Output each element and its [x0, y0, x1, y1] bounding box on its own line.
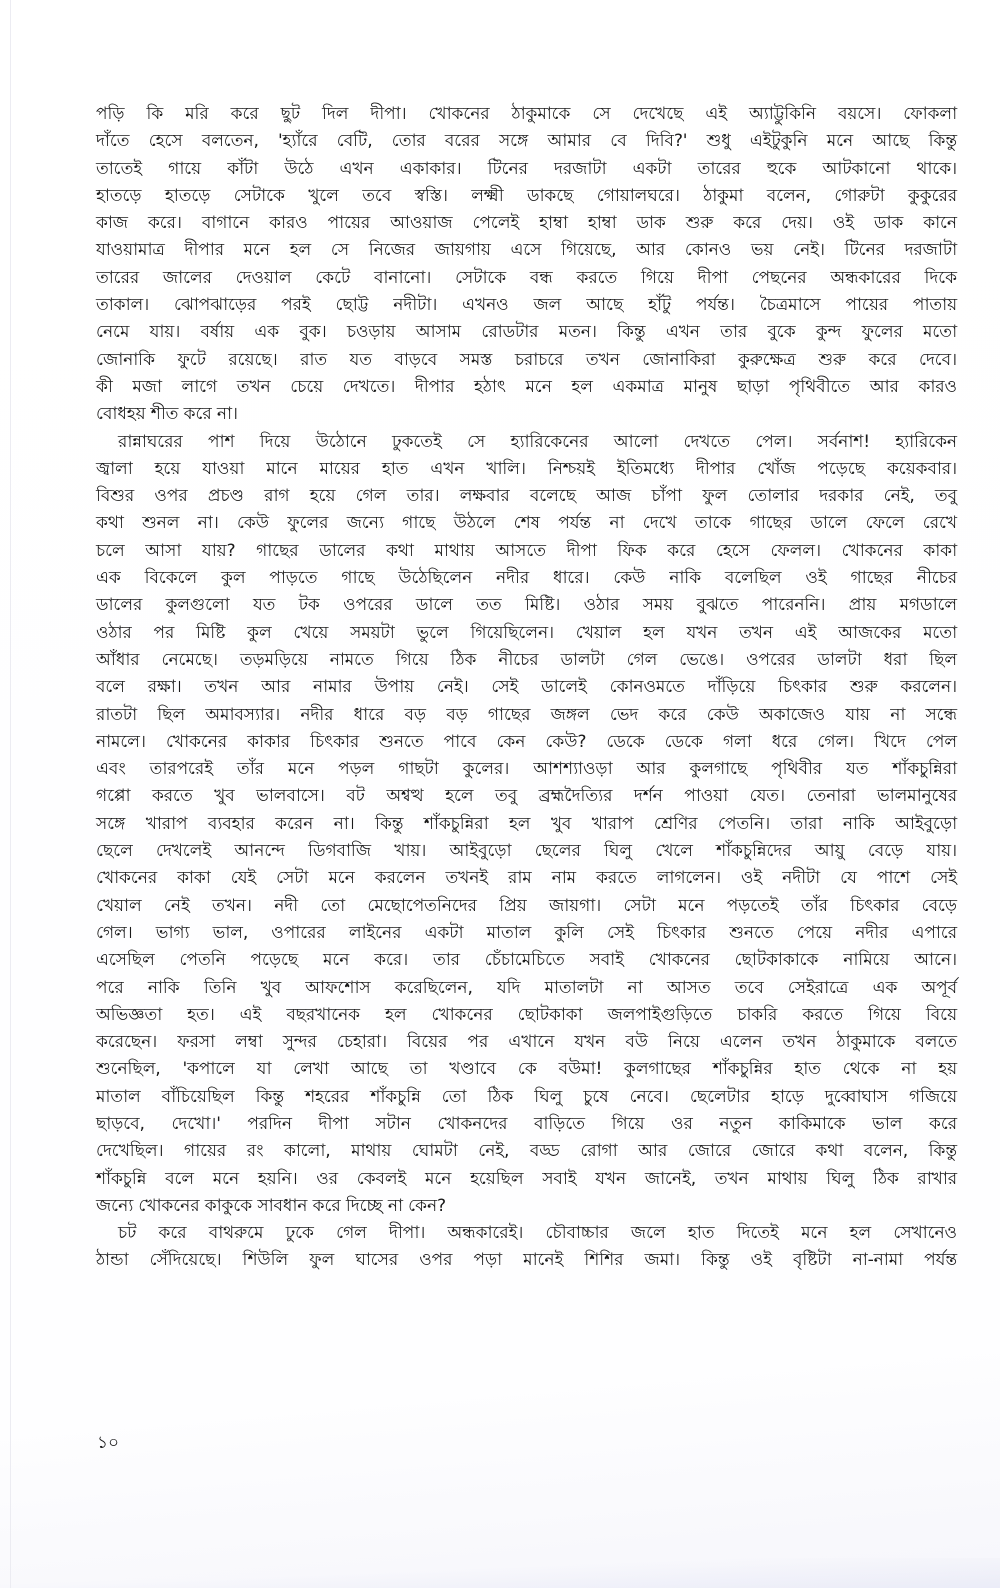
text-line: বলে রক্ষা। তখন আর নামার উপায় নেই। সেই ডালেই কোনওমতে দাঁড়িয়ে চিৎকার শুরু করলেন।: [96, 677, 957, 698]
text-line: করেছেন। ফরসা লম্বা সুন্দর চেহারা। বিয়ের পর এখানে যখন বউ নিয়ে এলেন তখন ঠাকুমাকে বলতে: [96, 1032, 957, 1053]
text-line: বিশুর ওপর প্রচণ্ড রাগ হয়ে গেল তার। লক্ষবার বলেছে আজ চাঁপা ফুল তোলার দরকার নেই, তবু: [96, 486, 957, 507]
text-line: রান্নাঘরের পাশ দিয়ে উঠোনে ঢুকতেই সে হ্যারিকেনের আলো দেখতে পেল। সর্বনাশ! হ্যারিকেন: [118, 431, 957, 452]
text-line: বোধহয় শীত করে না।: [96, 404, 238, 425]
text-line: এবং তারপরেই তাঁর মনে পড়ল গাছটা কুলের। আশশ্যাওড়া আর কুলগাছে পৃথিবীর যত শাঁকচুন্নিরা: [96, 759, 957, 780]
scan-shadow: [0, 1558, 1000, 1588]
text-line: নেমে যায়। বর্ষায় এক বুক। চওড়ায় আসাম রোডটার মতন। কিন্তু এখন তার বুকে কুন্দ ফুলের মতো: [96, 322, 957, 343]
text-line: অভিজ্ঞতা হত। এই বছরখানেক হল খোকনের ছোটকাকা জলপাইগুড়িতে চাকরি করতে গিয়ে বিয়ে: [96, 1004, 957, 1025]
page-edge-line: [10, 0, 11, 1588]
text-line: কী মজা লাগে তখন চেয়ে দেখতে। দীপার হঠাৎ মনে হল একমাত্র মানুষ ছাড়া পৃথিবীতে আর কারও: [96, 376, 957, 397]
text-line: দাঁতে হেসে বলতেন, 'হ্যাঁরে বেটি, তোর বরের সঙ্গে আমার বে দিবি?' শুধু এইটুকুনি মনে আছে কিন্তু: [96, 131, 957, 152]
paragraph-3: [96, 1220, 957, 1275]
page-number: ১০: [97, 1433, 120, 1453]
text-line: জ্বালা হয়ে যাওয়া মানে মায়ের হাত এখন খালি। নিশ্চয়ই ইতিমধ্যে দীপার খোঁজ পড়েছে কয়েকবার।: [96, 458, 957, 479]
text-line: জন্যে খোকনের কাকুকে সাবধান করে দিচ্ছে না কেন?: [96, 1195, 446, 1216]
body-text: [96, 101, 957, 1275]
text-line: তাতেই গায়ে কাঁটা উঠে এখন একাকার। টিনের দরজাটা একটা তারের হুকে আটকানো থাকে।: [96, 158, 957, 179]
text-line: রাতটা ছিল অমাবস্যার। নদীর ধারে বড় বড় গাছের জঙ্গল ভেদ করে কেউ অকাজেও যায় না সন্ধে: [96, 704, 957, 725]
text-line: এক বিকেলে কুল পাড়তে গাছে উঠেছিলেন নদীর ধারে। কেউ নাকি বলেছিল ওই গাছের নীচের: [96, 568, 957, 589]
text-line: খোকনের কাকা যেই সেটা মনে করলেন তখনই রাম নাম করতে লাগলেন। ওই নদীটা যে পাশে সেই: [96, 868, 957, 889]
text-line: কথা শুনল না। কেউ ফুলের জন্যে গাছে উঠলে শেষ পর্যন্ত না দেখে তাকে গাছের ডালে ফেলে রেখে: [96, 513, 957, 534]
text-line: চট করে বাথরুমে ঢুকে গেল দীপা। অন্ধকারেই। চৌবাচ্চার জলে হাত দিতেই মনে হল সেখানেও: [118, 1223, 957, 1244]
text-line: ঠান্ডা সেঁদিয়েছে। শিউলি ফুল ঘাসের ওপর পড়া মানেই শিশির জমা। কিন্তু ওই বৃষ্টিটা না-নামা পর্যন্ত: [96, 1250, 957, 1271]
text-line: গেল। ভাগ্য ভাল, ওপারের লাইনের একটা মাতাল কুলি সেই চিৎকার শুনতে পেয়ে নদীর এপারে: [96, 922, 957, 943]
paragraph-1: [96, 101, 957, 429]
text-line: কাজ করে। বাগানে কারও পায়ের আওয়াজ পেলেই হাম্বা হাম্বা ডাক শুরু করে দেয়। ওই ডাক কানে: [96, 213, 957, 234]
text-line: নামলে। খোকনের কাকার চিৎকার শুনতে পাবে কেন কেউ? ডেকে ডেকে গলা ধরে গেল। খিদে পেল: [96, 731, 957, 752]
paragraph-2: [96, 429, 957, 1221]
text-line: এসেছিল পেতনি পড়েছে মনে করে। তার চেঁচামেচিতে সবাই খোকনের ছোটকাকাকে নামিয়ে আনে।: [96, 950, 957, 971]
text-line: তারের জালের দেওয়াল কেটে বানানো। সেটাকে বন্ধ করতে গিয়ে দীপা পেছনের অন্ধকারের দিকে: [96, 267, 957, 288]
text-line: ওঠার পর মিষ্টি কুল খেয়ে সময়টা ভুলে গিয়েছিলেন। খেয়াল হল যখন তখন এই আজকের মতো: [96, 622, 957, 643]
text-line: তাকাল। ঝোপঝাড়ের পরই ছোট্ট নদীটা। এখনও জল আছে হাঁটু পর্যন্ত। চৈত্রমাসে পায়ের পাতায়: [96, 295, 957, 316]
text-line: পরে নাকি তিনি খুব আফশোস করেছিলেন, যদি মাতালটা না আসত তবে সেইরাত্রে এক অপূর্ব: [96, 977, 957, 998]
text-line: ছাড়বে, দেখো।' পরদিন দীপা সটান খোকনদের বাড়িতে গিয়ে ওর নতুন কাকিমাকে ভাল করে: [96, 1113, 957, 1134]
text-line: খেয়াল নেই তখন। নদী তো মেছোপেতনিদের প্রিয় জায়গা। সেটা মনে পড়তেই তাঁর চিৎকার বেড়ে: [96, 895, 957, 916]
text-line: জোনাকি ফুটে রয়েছে। রাত যত বাড়বে সমস্ত চরাচরে তখন জোনাকিরা কুরুক্ষেত্র শুরু করে দেবে।: [96, 349, 957, 370]
text-line: গপ্পো করতে খুব ভালবাসে। বট অশ্বত্থ হলে তবু ব্রহ্মদৈত্যির দর্শন পাওয়া যেত। তেনারা ভালমানুষের: [96, 786, 957, 807]
text-line: শুনেছিল, 'কপালে যা লেখা আছে তা খণ্ডাবে কে বউমা! কুলগাছের শাঁকচুন্নির হাত থেকে না হয়: [96, 1059, 957, 1080]
text-line: আঁধার নেমেছে। তড়মড়িয়ে নামতে গিয়ে ঠিক নীচের ডালটা গেল ভেঙে। ওপরের ডালটা ধরা ছিল: [96, 649, 957, 670]
text-line: দেখেছিল। গায়ের রং কালো, মাথায় ঘোমটা নেই, বড্ড রোগা আর জোরে জোরে কথা বলেন, কিন্তু: [96, 1141, 957, 1162]
text-line: যাওয়ামাত্র দীপার মনে হল সে নিজের জায়গায় এসে গিয়েছে, আর কোনও ভয় নেই। টিনের দরজাটা: [96, 240, 957, 261]
text-line: পড়ি কি মরি করে ছুট দিল দীপা। খোকনের ঠাকুমাকে সে দেখেছে এই অ্যাট্টুকিনি বয়সে। ফোকলা: [96, 104, 957, 124]
text-line: শাঁকচুন্নি বলে মনে হয়নি। ওর কেবলই মনে হয়েছিল সবাই যখন জানেই, তখন মাথায় ঘিলু ঠিক রাখার: [96, 1168, 957, 1189]
text-line: ডালের কুলগুলো যত টক ওপরের ডালে তত মিষ্টি। ওঠার সময় বুঝতে পারেননি। প্রায় মগডালে: [96, 595, 957, 616]
text-line: মাতাল বাঁচিয়েছিল কিন্তু শহরের শাঁকচুন্নি তো ঠিক ঘিলু চুষে নেবে। ছেলেটার হাড়ে দুব্বোঘাস গজিয়ে: [96, 1086, 957, 1107]
text-line: ছেলে দেখলেই আনন্দে ডিগবাজি খায়। আইবুড়ো ছেলের ঘিলু খেলে শাঁকচুন্নিদের আয়ু বেড়ে যায়।: [96, 841, 957, 862]
text-line: সঙ্গে খারাপ ব্যবহার করেন না। কিন্তু শাঁকচুন্নিরা হল খুব খারাপ শ্রেণির পেতনি। তারা নাকি আইবুড়ো: [96, 813, 957, 834]
text-line: চলে আসা যায়? গাছের ডালের কথা মাথায় আসতে দীপা ফিক করে হেসে ফেলল। খোকনের কাকা: [96, 540, 957, 561]
text-line: হাতড়ে হাতড়ে সেটাকে খুলে তবে স্বস্তি। লক্ষ্মী ডাকছে গোয়ালঘরে। ঠাকুমা বলেন, গোরুটা কুকুরের: [96, 185, 957, 206]
